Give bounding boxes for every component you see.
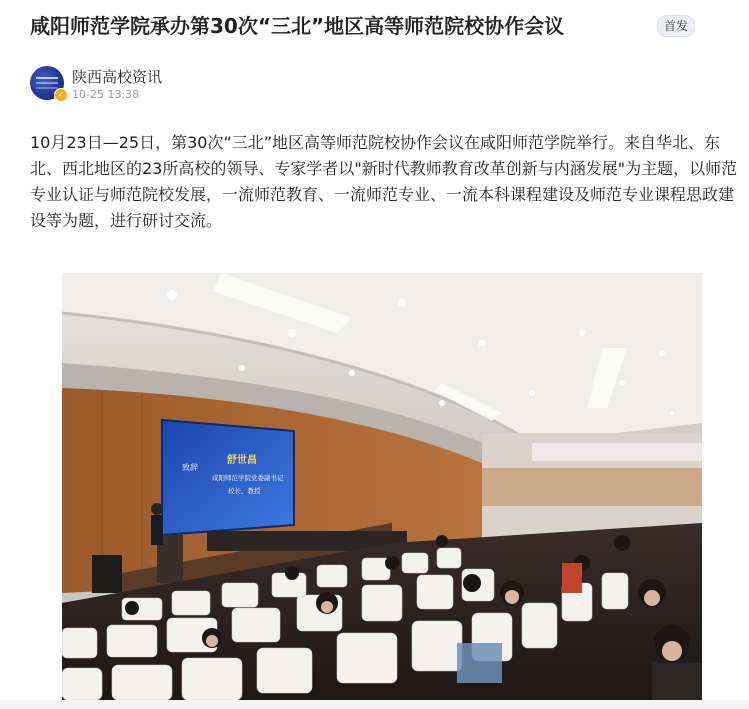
- conference-hall-image: [62, 273, 702, 700]
- author-block[interactable]: [30, 64, 330, 104]
- article-body: [30, 130, 742, 234]
- verified-icon: ✓: [54, 88, 68, 102]
- screen-side-label: 致辞: [182, 463, 198, 472]
- screen-speaker-name: 舒世昌: [227, 455, 257, 466]
- publish-time: 10-25 13:38: [72, 88, 140, 101]
- screen-title-line-2: 校长、教授: [228, 487, 261, 495]
- screen-title-line-1: 咸阳师范学院党委副书记: [212, 474, 284, 482]
- article-paragraph: 10月23日—25日，第30次“三北”地区高等师范院校协作会议在咸阳师范学院举行。来自华北、东北、西北地区的23所高校的领导、专家学者以"新时代教师教育改革创新与内涵发展"为主题，以师范专业认证与师范院校发展，一流师范教育、一流师范专业、一流本科课程建设及师范专业课程思政建设等为题，进行研讨交流。: [30, 133, 738, 230]
- first-publish-badge: 首发: [657, 15, 695, 37]
- bottom-divider: [0, 700, 749, 709]
- article-title: 咸阳师范学院承办第30次“三北”地区高等师范院校协作会议: [30, 14, 565, 38]
- article-header: [30, 10, 740, 42]
- article-photo[interactable]: [62, 273, 702, 700]
- author-name[interactable]: 陕西高校资讯: [72, 68, 163, 86]
